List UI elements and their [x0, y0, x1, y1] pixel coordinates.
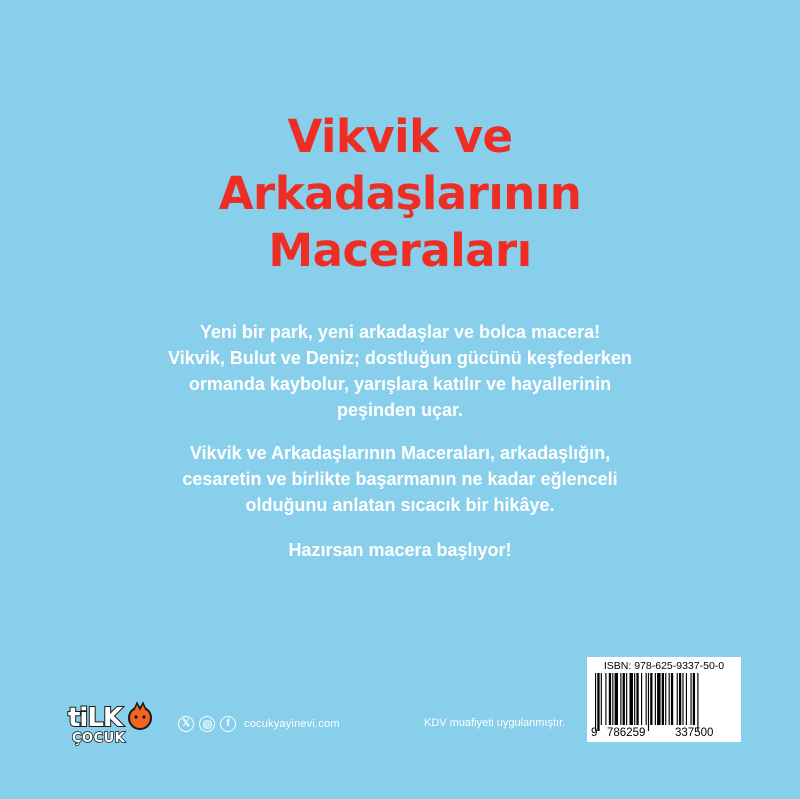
blurb-line: Vikvik ve Arkadaşlarının Maceraları, arkadaşlığın, [189, 443, 611, 463]
blurb-paragraph-2 [120, 440, 680, 518]
blurb-line: ormanda kaybolur, yarışlara katılır ve hayallerinin [188, 374, 612, 394]
title-line: Arkadaşlarının [218, 167, 582, 220]
barcode-bar [648, 673, 649, 731]
barcode-bar [615, 673, 618, 725]
barcode-bar [630, 673, 633, 725]
book-title [0, 108, 800, 279]
svg-text:tiLK: tiLK [68, 703, 123, 733]
barcode-bar [686, 673, 687, 725]
barcode-bar [595, 673, 596, 731]
barcode-bar [634, 673, 635, 725]
blurb-line: peşinden uçar. [336, 400, 464, 420]
social-links [178, 714, 340, 734]
barcode-bars [593, 673, 735, 731]
barcode-bar [650, 673, 652, 725]
barcode-digit-first: 9 [591, 727, 598, 739]
barcode-bar [636, 673, 638, 725]
x-icon[interactable]: 𝕏 [178, 716, 194, 732]
barcode-bar [597, 673, 599, 731]
blurb-line: Yeni bir park, yeni arkadaşlar ve bolca macera! [199, 322, 601, 342]
barcode-bar [682, 673, 683, 725]
barcode-bar [623, 673, 625, 725]
instagram-icon[interactable] [199, 716, 215, 732]
barcode [587, 657, 741, 742]
barcode-bar [679, 673, 681, 725]
barcode-bar [697, 673, 698, 731]
barcode-bar [601, 673, 602, 725]
barcode-bar [620, 673, 621, 725]
barcode-bar [690, 673, 691, 725]
barcode-bar [655, 673, 656, 725]
barcode-digits [587, 727, 741, 741]
blurb-line: olduğunu anlatan sıcacık bir hikâye. [245, 495, 555, 515]
barcode-digits-group1: 786259 [607, 727, 646, 739]
barcode-bar [693, 673, 695, 725]
facebook-icon[interactable]: f [220, 716, 236, 732]
blurb-line: Vikvik, Bulut ve Deniz; dostluğun gücünü keşfederken [168, 348, 632, 368]
blurb-line: cesaretin ve birlikte başarmanın ne kadar eğlenceli [182, 469, 618, 489]
publisher-logo [66, 696, 156, 746]
isbn-label: ISBN: 978-625-9337-50-0 [603, 660, 725, 672]
barcode-bar [641, 673, 642, 725]
title-line: Vikvik ve [287, 110, 513, 163]
barcode-bar [657, 673, 660, 725]
blurb-paragraph-1 [120, 319, 680, 423]
blurb-paragraph-3 [120, 537, 680, 563]
barcode-bar [662, 673, 664, 725]
barcode-bar [605, 673, 606, 725]
title-line: Maceraları [268, 224, 532, 277]
barcode-digits-group2: 337500 [675, 727, 714, 739]
svg-text:ÇOCUK: ÇOCUK [72, 731, 126, 746]
website-link[interactable]: cocukyayinevi.com [244, 718, 340, 730]
tax-note: KDV muafiyeti uygulanmıştır. [424, 717, 566, 729]
blurb-line: Hazırsan macera başlıyor! [288, 540, 512, 560]
barcode-bar [609, 673, 611, 725]
barcode-bar [677, 673, 678, 725]
barcode-bar [646, 673, 647, 725]
barcode-bar [626, 673, 627, 725]
barcode-bar [665, 673, 666, 725]
barcode-bar [612, 673, 613, 725]
barcode-bar [671, 673, 673, 725]
barcode-bar [669, 673, 670, 725]
